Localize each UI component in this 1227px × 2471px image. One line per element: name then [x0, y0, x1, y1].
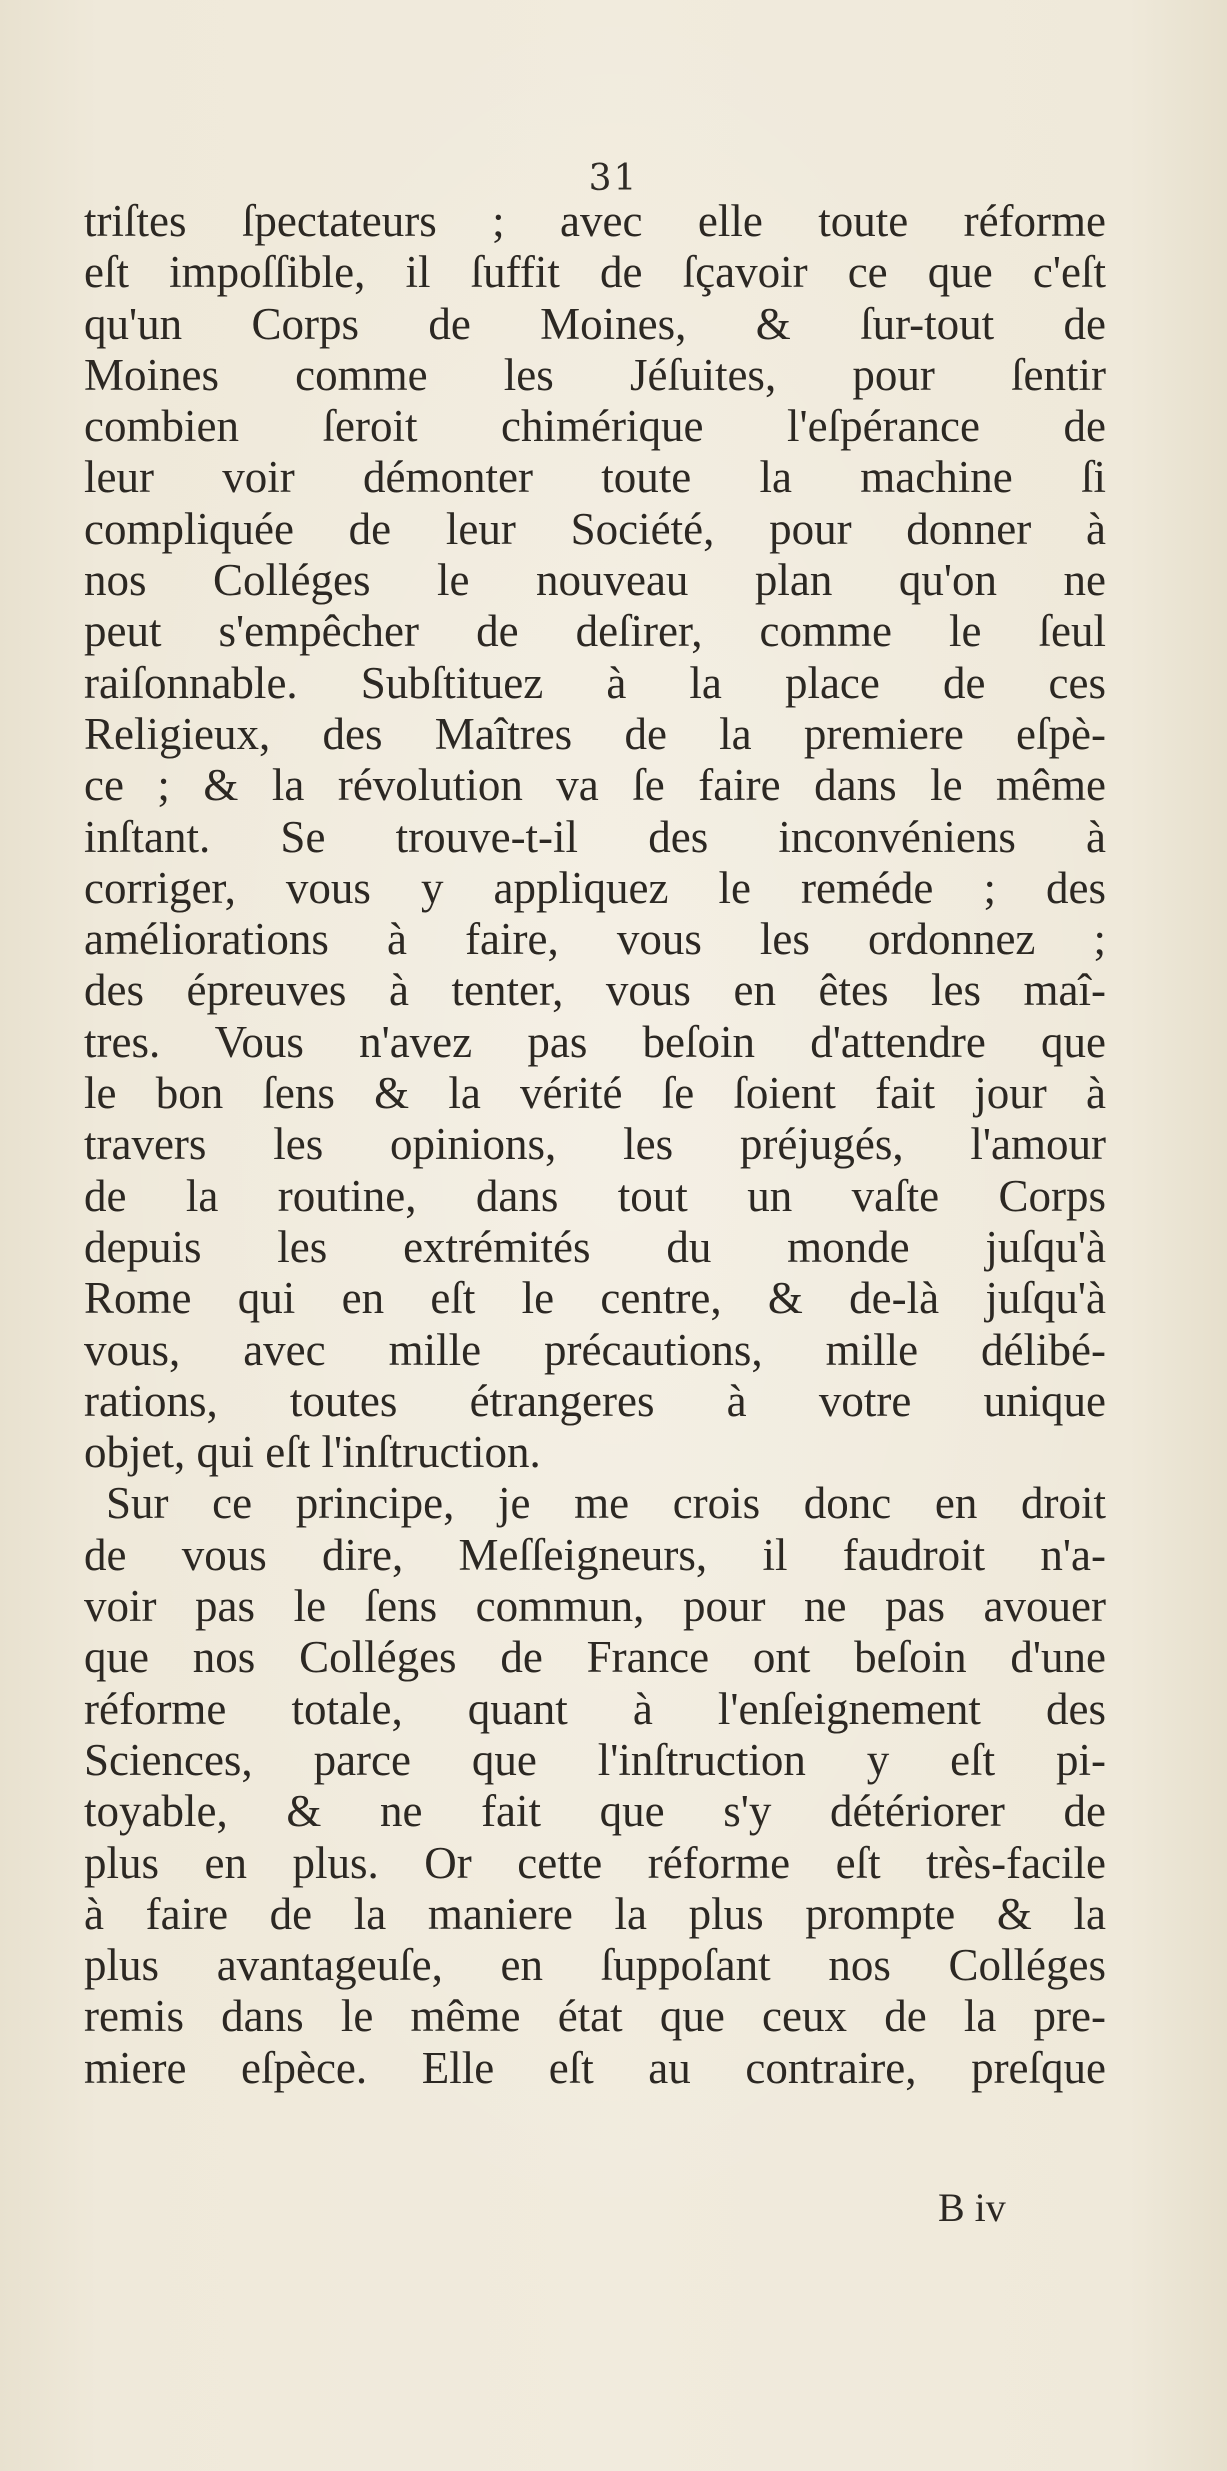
text-line: raiſonnable. Subſtituez à la place de ces [84, 657, 1106, 708]
text-line: inſtant. Se trouve-t-il des inconvéniens à [84, 811, 1106, 862]
text-line: compliquée de leur Société, pour donner à [84, 503, 1106, 554]
text-line: de vous dire, Meſſeigneurs, il faudroit n'a- [84, 1529, 1106, 1580]
text-line: des épreuves à tenter, vous en êtes les maî- [84, 965, 1106, 1016]
text-line: combien ſeroit chimérique l'eſpérance de [84, 401, 1106, 452]
text-line: plus en plus. Or cette réforme eſt très-facile [84, 1837, 1106, 1888]
text-line: réforme totale, quant à l'enſeignement des [84, 1683, 1106, 1734]
text-line: eſt impoſſible, il ſuffit de ſçavoir ce que c'eſt [84, 247, 1106, 298]
text-line: de la routine, dans tout un vaſte Corps [84, 1170, 1106, 1221]
text-line: vous, avec mille précautions, mille délibé- [84, 1324, 1106, 1375]
text-line: à faire de la maniere la plus prompte & la [84, 1888, 1106, 1939]
text-line: améliorations à faire, vous les ordonnez ; [84, 914, 1106, 965]
text-line: plus avantageuſe, en ſuppoſant nos Colléges [84, 1940, 1106, 1991]
text-line: nos Colléges le nouveau plan qu'on ne [84, 555, 1106, 606]
text-line: le bon ſens & la vérité ſe ſoient fait jour à [84, 1068, 1106, 1119]
text-line: Moines comme les Jéſuites, pour ſentir [84, 349, 1106, 400]
text-line: travers les opinions, les préjugés, l'amour [84, 1119, 1106, 1170]
text-line: ce ; & la révolution va ſe faire dans le même [84, 760, 1106, 811]
text-line: leur voir démonter toute la machine ſi [84, 452, 1106, 503]
text-line: triſtes ſpectateurs ; avec elle toute réforme [84, 196, 1106, 246]
body-text [84, 196, 1106, 2094]
text-line: voir pas le ſens commun, pour ne pas avouer [84, 1581, 1106, 1632]
text-line: toyable, & ne fait que s'y détériorer de [84, 1786, 1106, 1837]
text-line: remis dans le même état que ceux de la pre- [84, 1991, 1106, 2042]
text-line: Religieux, des Maîtres de la premiere eſpè- [84, 708, 1106, 759]
text-line: Sur ce principe, je me crois donc en droit [106, 1478, 1106, 1529]
printer-signature: B iv [938, 2185, 1006, 2230]
text-line: tres. Vous n'avez pas beſoin d'attendre que [84, 1016, 1106, 1067]
text-line: miere eſpèce. Elle eſt au contraire, preſque [84, 2042, 1106, 2093]
text-line: qu'un Corps de Moines, & ſur-tout de [84, 298, 1106, 349]
text-line: Rome qui en eſt le centre, & de-là juſqu'à [84, 1273, 1106, 1324]
text-line: objet, qui eſt l'inſtruction. [84, 1427, 541, 1478]
text-line: corriger, vous y appliquez le reméde ; des [84, 862, 1106, 913]
text-line: rations, toutes étrangeres à votre unique [84, 1375, 1106, 1426]
text-line: depuis les extrémités du monde juſqu'à [84, 1221, 1106, 1272]
text-line: Sciences, parce que l'inſtruction y eſt pi- [84, 1734, 1106, 1785]
text-line: que nos Colléges de France ont beſoin d'une [84, 1632, 1106, 1683]
page-number: 31 [588, 158, 639, 199]
text-line: peut s'empêcher de deſirer, comme le ſeul [84, 606, 1106, 657]
